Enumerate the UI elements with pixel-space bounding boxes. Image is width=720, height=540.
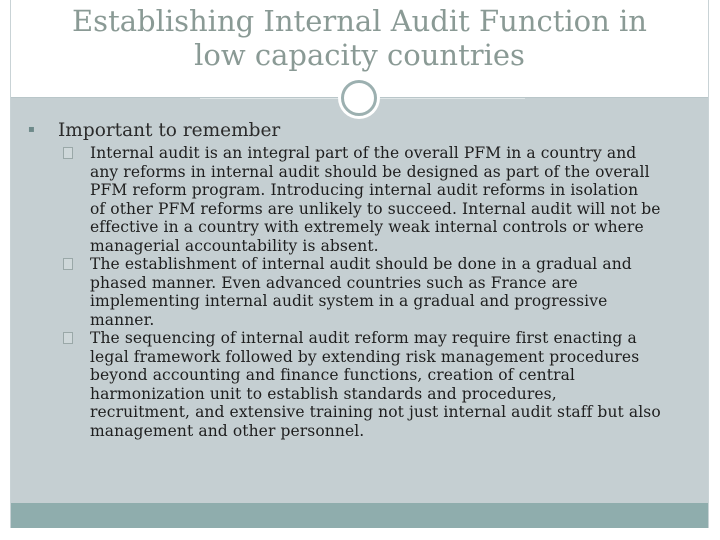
list-item-line: harmonization unit to establish standards and procedures, [90,384,557,403]
list-item-line: implementing internal audit system in a gradual and progressive [90,292,608,310]
list-item-line: managerial accountability is absent. [90,236,379,255]
list-item-line: beyond accounting and finance functions, creation of central [90,366,575,384]
checkbox-bullet-icon [63,258,73,270]
list-item-line: Internal audit is an integral part of the overall PFM in a country and [90,144,637,162]
title-line-2: low capacity countries [194,38,525,72]
list-item-line: any reforms in internal audit should be designed as part of the overall [90,162,650,181]
list-item-line: effective in a country with extremely weak internal controls or where [90,218,644,236]
list-item-line: phased manner. Even advanced countries such as France are [90,273,578,292]
section-heading: Important to remember [58,120,281,141]
list-item-line: The sequencing of internal audit reform may require first enacting a [90,329,637,347]
list-item-line: legal framework followed by extending risk management procedures [90,347,640,366]
list-item-line: of other PFM reforms are unlikely to succeed. Internal audit will not be [90,199,661,218]
divider-line-right [380,98,525,99]
footer-bar [11,503,708,528]
bullet-list [60,144,690,440]
list-item-line: manner. [90,310,155,329]
list-item [60,144,690,255]
title-line-1: Establishing Internal Audit Function in [72,4,647,38]
bullet-dot-icon: ▪ [28,124,35,135]
list-item-line: management and other personnel. [90,421,365,440]
checkbox-bullet-icon [63,147,73,159]
circle-ornament-icon [341,80,377,116]
list-item-line: The establishment of internal audit should be done in a gradual and [90,255,632,273]
list-item-line: PFM reform program. Introducing internal audit reforms in isolation [90,181,639,199]
checkbox-bullet-icon [63,332,73,344]
list-item-line: recruitment, and extensive training not just internal audit staff but also [90,403,661,421]
divider-line-left [200,98,338,99]
list-item [60,255,690,329]
list-item [60,329,690,440]
slide-title [11,0,708,72]
